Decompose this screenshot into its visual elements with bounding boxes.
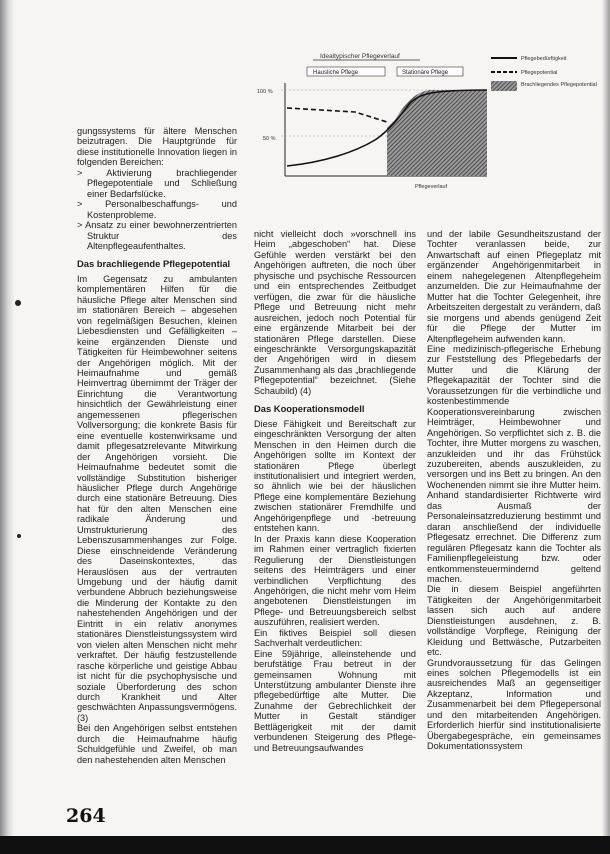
pflegepotential-line: [287, 108, 387, 122]
col3-paragraph-3: Die in diesem Beispiel angeführten Tätigkeiten der Angehörigenmitarbeit lassen sich auch auf andere Dienstleistungen ausdehnen, z. B. vollständige Vorpflege, Reinigung der Kleidung und Bettwäsche, Putzarbeiten etc.: [427, 584, 601, 658]
legend-item-3: Brachliegendes Pflegepotential: [521, 82, 597, 88]
column-left: [77, 126, 237, 765]
phase-right-label: Stationäre Pflege: [402, 70, 449, 76]
section-heading-kooperationsmodell: Das Kooperationsmodell: [254, 403, 365, 415]
figure-svg: [255, 48, 605, 228]
col2-paragraph-2: Diese Fähigkeit und Bereitschaft zur eingeschränkten Versorgung der alten Menschen in den Heimen durch die Angehörigen sollte im Kontext der stationären Pflege überlegt institutionalisiert und integriert werden, so ähnlich wie bei der häuslichen Pflege eine komplementäre Beziehung zwischen stationärer Fremdhilfe und Angehörigenpflege und -betreuung entstehen kann.: [254, 418, 416, 534]
bottom-edge-band: [0, 836, 610, 854]
x-axis-label: Pflegeverlauf: [415, 184, 448, 190]
brachliegend-area: [387, 90, 487, 176]
y-label-100: 100 %: [257, 89, 273, 95]
col3-paragraph-2: Eine medizinisch-pflegerische Erhebung zur Feststellung des Pflegebedarfs der Mutter und die Klärung der Pflegekapazität der Tochter sind die Voraussetzungen für die verbindliche und kostenbestimmende Kooperationsvereinbarung zwischen Heimträger, Heimbewohner und Angehörigen. So verpflichtet sich z. B. die Tochter, ihre Mutter morgens zu waschen, anzukleiden und ihr das Frühstück zuzubereiten, abends auszukleiden, zu versorgen und ins Bett zu bringen. An den Wochenenden nimmt sie ihre Mutter heim. Anhand standardisierter Richtwerte wird das Ausmaß der Personaleinsatzreduzierung bestimmt und daran anschließend der individuelle Pflegesatz errechnet. Die Differenz zum regulären Pflegesatz kann die Tochter als Familienpflegeleistung bzw. oder entkommensteuermindernd geltend machen.: [427, 343, 601, 584]
legend-hatched-swatch: [491, 81, 517, 91]
legend-item-1: Pflegebedürftigkeit: [521, 56, 567, 62]
column-right: [427, 229, 601, 752]
col1-bullet-1: > Aktivierung brachliegender Pflegepotentiale und Schließung einer Bedarfslücke.: [77, 167, 237, 199]
col2-paragraph-5: Eine 59jährige, alleinstehende und berufstätige Frau betreut in der gemeinsamen Wohnung mit Unterstützung ambulanter Dienste ihre pflegebedürftige alte Mutter. Die Zunahme der Gebrechlichkeit der Mutter in Gestalt ständiger Bettlägerigkeit mit der damit verbundenen Steigerung des Pflege- und Betreuungsaufwandes: [254, 648, 416, 753]
col1-intro: gungssystems für ältere Menschen beizutragen. Die Hauptgründe für diese institutionelle Innovation liegen in folgenden Bereichen:: [77, 126, 237, 168]
figure-top-label: Idealtypischer Pflegeverlauf: [320, 53, 400, 60]
col1-paragraph-2: Bei den Angehörigen selbst entstehen durch die Heimaufnahme häufig Schuldgefühle und Zweifel, ob man den nahestehenden alten Menschen: [77, 723, 237, 765]
column-middle: [254, 229, 416, 753]
margin-dot: [15, 300, 21, 306]
care-course-figure: [255, 48, 605, 228]
legend-item-2: Pflegepotential: [521, 70, 558, 76]
y-label-50: 50 %: [263, 136, 276, 142]
col2-paragraph-1: nicht vielleicht doch »vorschnell ins Heim „abgeschoben“ hat. Diese Gefühle werden verstärkt bei den Angehörigen auftreten, die noch über physische und psychische Ressourcen und ein entsprechendes Zeitbudget verfügen, die zwar für die häusliche Pflege und Betreuung nicht mehr ausreichen, jedoch noch Potential für eine ergänzende Mitarbeit bei der stationären Pflege darstellen. Diese eingeschränkte Versorgungskapazität der Angehörigen wird in diesem Zusammenhang als das „brachliegende Pflegepotential“ bezeichnet. (Siehe Schaubild) (4): [254, 229, 416, 396]
col1-bullet-3: > Ansatz zu einer bewohnerzentrierten Struktur des Altenpflegeaufenthaltes.: [77, 220, 237, 251]
section-heading-pflegepotential: Das brachliegende Pflegepotential: [77, 258, 231, 270]
left-page-shadow: [0, 0, 14, 854]
col2-paragraph-3: In der Praxis kann diese Kooperation im Rahmen einer vertraglich fixierten Regulierung der Dienstleistungen seitens des Heimträgers und einer verbindlichen Verpflichtung des Angehörigen, die nicht mehr vom Heim angebotenen Dienstleistungen im Pflege- und Betreuungsbereich selbst auszuführen, realisiert werden.: [254, 533, 416, 628]
col3-paragraph-1: und der labile Gesundheitszustand der Tochter veranlassen beide, zur Anwartschaft auf einen Pflegeplatz mit ergänzender Angehörigenmitarbeit in einem nahegelegenen Altenpflegeheim anzumelden. Die zur Heimaufnahme der Mutter hat die Tochter Gelegenheit, ihre Arbeitszeiten dergestalt zu verändern, daß sie morgens und abends genügend Zeit für die Pflege der Mutter im Altenpflegeheim aufwenden kann.: [427, 229, 601, 344]
col1-paragraph-1: Im Gegensatz zu ambulanten komplementären Hilfen für die häusliche Pflege alter Menschen sind im stationären Bereich – abgesehen von regelmäßigen Besuchen, kleinen Liebesdiensten und Gefälligkeiten – keine ergänzenden Dienste und Tätigkeiten für Heimbewohner seitens der Angehörigen möglich. Mit der Heimaufnahme und gemäß Heimvertrag übernimmt der Träger der Einrichtung die Verantwortung hinsichtlich der Gewährleistung einer angemessenen pflegerischen Vollversorgung; die konkrete Basis für eine eventuelle kostenwirksame und damit pflegesatzrelevante Mitwirkung der Angehörigen vorsieht. Die Heimaufnahme bedeutet somit die vollständige Substitution bisheriger häuslicher Pflege durch Angehörige durch eine stationäre Betreuung. Dies hat für den alten Menschen eine radikale Änderung und Umstrukturierung des Lebenszusammenhanges zur Folge. Diese einschneidende Veränderung des Daseinskontextes, das Herauslösen aus der vertrauten Umgebung und der häufig damit verbundene Abbruch beziehungsweise die Minderung der Kontakte zu den nahestehenden Angehörigen und der Eintritt in ein relativ anonymes stationäres Dienstleistungssystem wird von vielen alten Menschen nicht mehr verkraftet. Der häufig festzustellende rasche körperliche und geistige Abbau ist nicht für die psychophysische und soziale Überforderung des schon durch Krankheit und Alter geschwächten Anpassungsvermögens. (3): [77, 273, 237, 723]
col1-bullet-list: [77, 168, 237, 252]
col2-paragraph-4: Ein fiktives Beispiel soll diesen Sachverhalt verdeutlichen:: [254, 627, 416, 649]
phase-left-label: Hausliche Pflege: [313, 70, 359, 76]
page-number: 264: [66, 805, 106, 827]
col1-bullet-2: > Personalbeschaffungs- und Kostenprobleme.: [77, 199, 237, 220]
col3-paragraph-4: Grundvoraussetzung für das Gelingen eines solchen Pflegemodells ist ein ausreichendes Maß an gegenseitiger Akzeptanz, Information und Zusammenarbeit bei dem Pflegepersonal und den mitarbeitenden Angehörigen. Erforderlich hierfür sind institutionalisierte Übergabegespräche, ein gemeinsames Dokumentationssystem: [427, 657, 601, 752]
margin-dot: [17, 534, 21, 538]
